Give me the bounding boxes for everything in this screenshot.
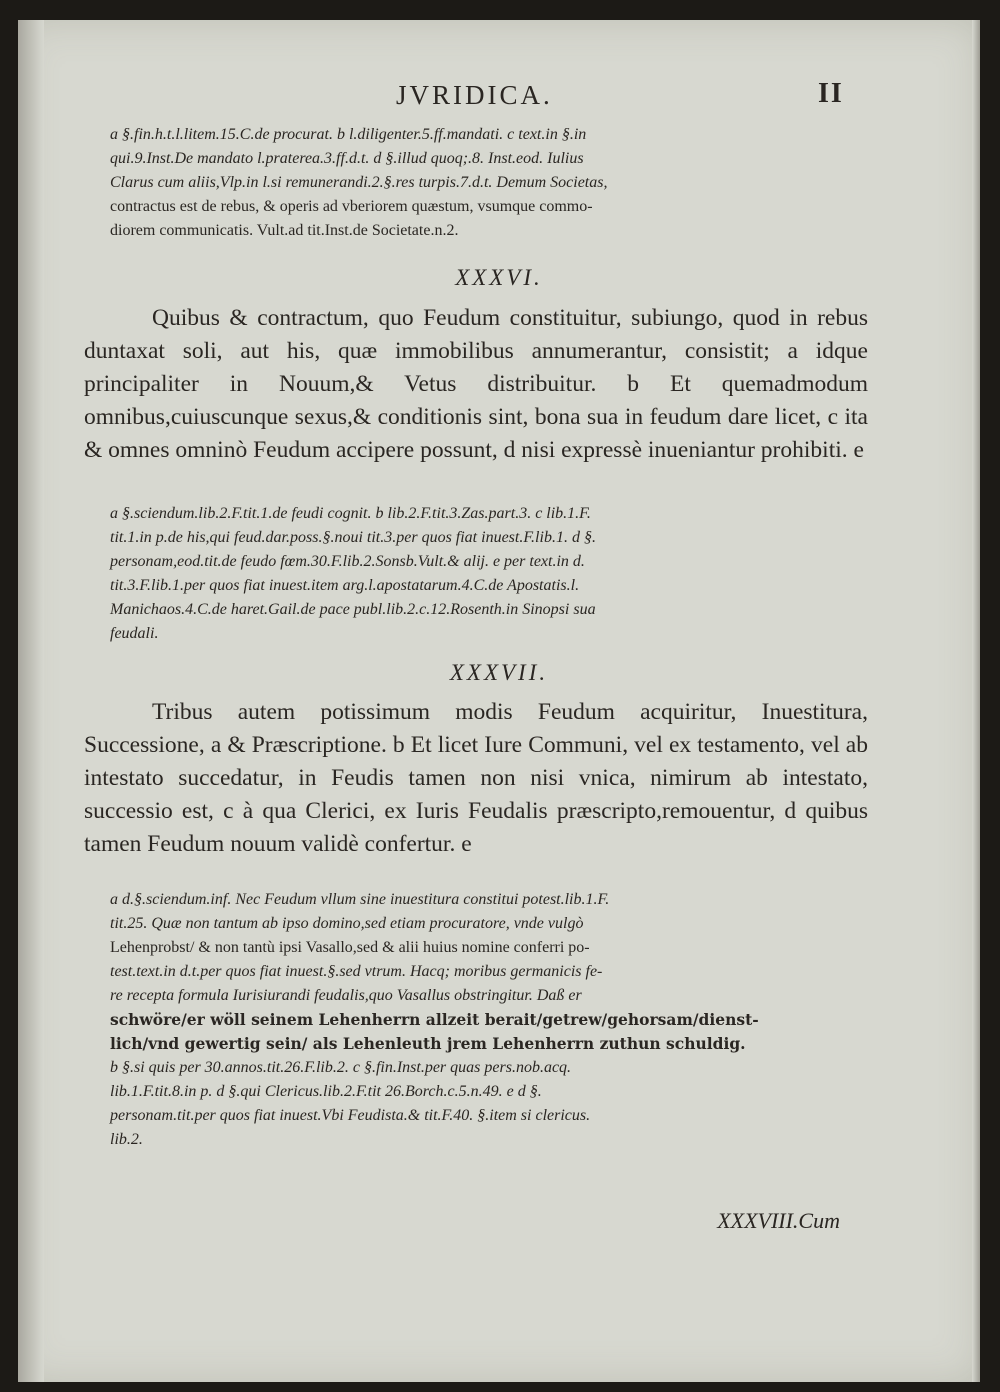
note-line: a §.sciendum.lib.2.F.tit.1.de feudi cognit. b lib.2.F.tit.3.Zas.part.3. c lib.1.F. — [110, 505, 591, 522]
page-header — [18, 80, 980, 120]
paragraph: Quibus & contractum, quo Feudum constituitur, subiungo, quod in rebus duntaxat soli, aut his, quæ immobilibus annumerantur, consistit; a idque principaliter in Nouum,& Vetus distribuitur. b Et quemadmodum omnibus,cuiuscunque sexus,& conditionis sint, bona sua in feudum dare licet, c ita & omnes omninò Feudum accipere possunt, d nisi expressè inueniantur prohibiti. e — [84, 305, 868, 463]
section-notes-36 — [110, 502, 868, 646]
paragraph: Tribus autem potissimum modis Feudum acquiritur, Inuestitura, Successione, a & Præscriptione. b Et licet Iure Communi, vel ex testamento, vel ab intestato succedatur, in Feudis tamen non nisi vnica, nimirum ab intestato, successio est, c à qua Clerici, ex Iuris Feudalis præscripto,remouentur, d quibus tamen Feudum nouum validè confertur. e — [84, 699, 868, 857]
note-line: re recepta formula Iurisiurandi feudalis,quo Vasallus obstringitur. Daß er — [110, 987, 582, 1004]
section-text-37 — [84, 696, 868, 861]
note-line: lib.2. — [110, 1131, 143, 1148]
note-line: diorem communicatis. Vult.ad tit.Inst.de Societate.n.2. — [110, 222, 459, 239]
note-line: Manichaos.4.C.de haret.Gail.de pace publ.lib.2.c.12.Rosenth.in Sinopsi sua — [110, 601, 596, 618]
book-page — [18, 20, 980, 1382]
section-notes-37 — [110, 888, 868, 1152]
note-line: a d.§.sciendum.inf. Nec Feudum vllum sine inuestitura constitui potest.lib.1.F. — [110, 891, 610, 908]
note-line: Lehenprobst/ & non tantù ipsi Vasallo,sed & alii huius nomine conferri po- — [110, 939, 590, 956]
note-line: personam.tit.per quos fiat inuest.Vbi Feudista.& tit.F.40. §.item si clericus. — [110, 1107, 591, 1124]
note-line: Clarus cum aliis,Vlp.in l.si remunerandi.2.§.res turpis.7.d.t. Demum Societas, — [110, 174, 608, 191]
note-line: tit.25. Quæ non tantum ab ipso domino,sed etiam procuratore, vnde vulgò — [110, 915, 584, 932]
top-notes — [110, 123, 868, 243]
catchword: XXXVIII.Cum — [717, 1208, 840, 1233]
note-line: contractus est de rebus, & operis ad vberiorem quæstum, vsumque commo- — [110, 198, 593, 215]
note-line: b §.si quis per 30.annos.tit.26.F.lib.2. c §.fin.Inst.per quas pers.nob.acq. — [110, 1059, 572, 1076]
note-line: lich/vnd gewertig sein/ als Lehenleuth jrem Lehenherrn zuthun schuldig. — [110, 1034, 746, 1053]
section-number-36: XXXVI. — [455, 265, 543, 290]
note-line: qui.9.Inst.De mandato l.praterea.3.ff.d.t. d §.illud quoq;.8. Inst.eod. Iulius — [110, 150, 584, 167]
note-line: personam,eod.tit.de feudo fœm.30.F.lib.2.Sonsb.Vult.& alij. e per text.in d. — [110, 553, 585, 570]
note-line: lib.1.F.tit.8.in p. d §.qui Clericus.lib.2.F.tit 26.Borch.c.5.n.49. e d §. — [110, 1083, 542, 1100]
note-line: a §.fin.h.t.l.litem.15.C.de procurat. b l.diligenter.5.ff.mandati. c text.in §.in — [110, 126, 587, 143]
note-line: tit.1.in p.de his,qui feud.dar.poss.§.noui tit.3.per quos fiat inuest.F.lib.1. d §. — [110, 529, 596, 546]
note-line: tit.3.F.lib.1.per quos fiat inuest.item arg.l.apostatarum.4.C.de Apostatis.l. — [110, 577, 580, 594]
note-line: schwöre/er wöll seinem Lehenherrn allzeit berait/getrew/gehorsam/dienst- — [110, 1010, 759, 1029]
running-head: JVRIDICA. — [396, 80, 553, 110]
note-line: feudali. — [110, 625, 159, 642]
section-text-36 — [84, 302, 868, 467]
note-line: test.text.in d.t.per quos fiat inuest.§.sed vtrum. Hacq; moribus germanicis fe- — [110, 963, 603, 980]
page-spine-shadow — [18, 20, 44, 1382]
section-number-37: XXXVII. — [449, 660, 549, 685]
page-edge-shadow — [972, 20, 980, 1382]
page-number: II — [818, 78, 844, 109]
